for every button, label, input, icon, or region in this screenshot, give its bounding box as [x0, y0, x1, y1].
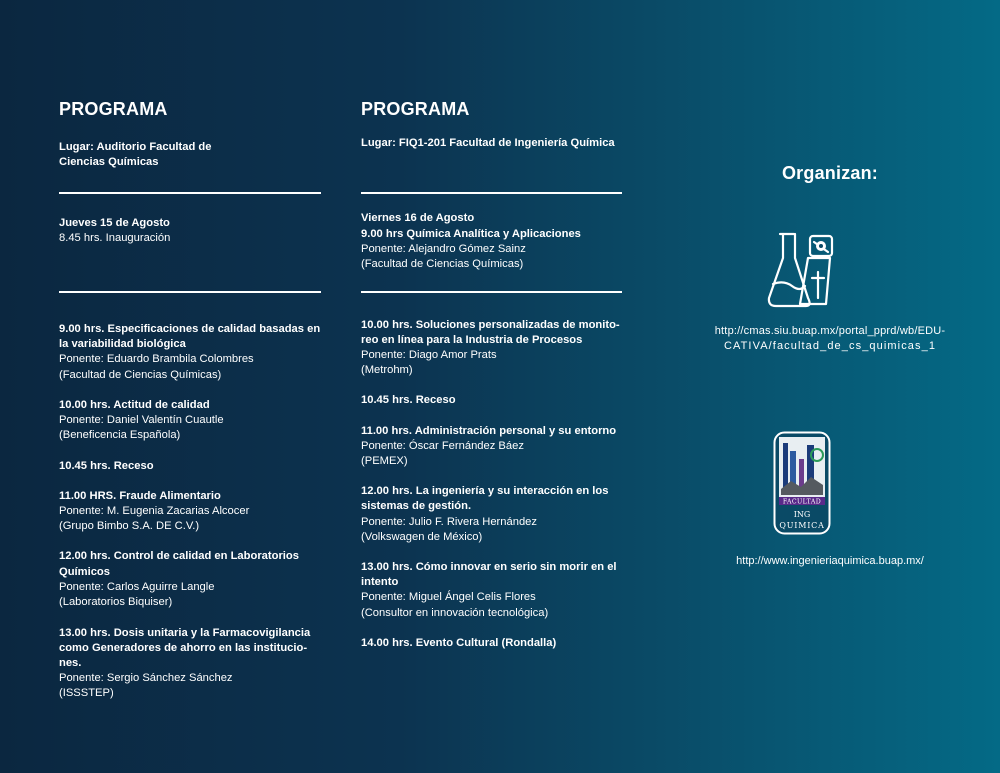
middle-first-affiliation: (Facultad de Ciencias Químicas) — [361, 258, 524, 270]
item-affiliation: (Grupo Bimbo S.A. DE C.V.) — [59, 520, 200, 532]
item-title: 11.00 HRS. Fraude Alimentario — [59, 490, 221, 502]
middle-heading: PROGRAMA — [361, 99, 470, 119]
item-speaker: Ponente: Óscar Fernández Báez — [361, 440, 524, 452]
left-venue-line-2: Ciencias Químicas — [59, 156, 159, 168]
left-divider-2 — [59, 291, 321, 293]
item-affiliation: (Laboratorios Biquiser) — [59, 596, 173, 608]
middle-venue: Lugar: FIQ1-201 Facultad de Ingeniería Química — [361, 137, 615, 149]
item-title: reo en línea para la Industria de Procesos — [361, 334, 583, 346]
item-affiliation: (Consultor en innovación tecnológica) — [361, 607, 549, 619]
item-title: 14.00 hrs. Evento Cultural (Rondalla) — [361, 637, 557, 649]
item-title: 12.00 hrs. Control de calidad en Laboratorios — [59, 550, 299, 562]
item-affiliation: (Volkswagen de México) — [361, 531, 483, 543]
item-affiliation: (PEMEX) — [361, 455, 408, 467]
item-title: 10.00 hrs. Actitud de calidad — [59, 399, 210, 411]
item-affiliation: (Facultad de Ciencias Químicas) — [59, 369, 222, 381]
item-speaker: Ponente: Carlos Aguirre Langle — [59, 581, 215, 593]
item-affiliation: (Beneficencia Española) — [59, 429, 181, 441]
middle-first-speaker: Ponente: Alejandro Gómez Sainz — [361, 243, 526, 255]
logo-text-ing: ING — [793, 510, 811, 519]
left-day: Jueves 15 de Agosto — [59, 217, 170, 229]
left-venue-line-1: Lugar: Auditorio Facultad de — [59, 141, 212, 153]
middle-divider-2 — [361, 291, 622, 293]
item-title: 10.00 hrs. Soluciones personalizadas de monito- — [361, 319, 620, 331]
item-speaker: Ponente: Sergio Sánchez Sánchez — [59, 672, 233, 684]
logo-text-quimica: QUIMICA — [779, 521, 825, 530]
item-title: la variabilidad biológica — [59, 338, 186, 350]
item-title: 11.00 hrs. Administración personal y su entorno — [361, 425, 617, 437]
item-title: intento — [361, 576, 399, 588]
item-title: 13.00 hrs. Dosis unitaria y la Farmacovigilancia — [59, 627, 311, 639]
chemistry-faculty-logo — [764, 228, 838, 312]
url-engineering[interactable]: http://www.ingenieriaquimica.buap.mx/ — [736, 555, 924, 567]
middle-divider-1 — [361, 192, 622, 194]
item-speaker: Ponente: Daniel Valentín Cuautle — [59, 414, 224, 426]
item-title: 10.45 hrs. Receso — [361, 394, 456, 406]
item-speaker: Ponente: Miguel Ángel Celis Flores — [361, 591, 536, 603]
item-speaker: Ponente: M. Eugenia Zacarias Alcocer — [59, 505, 250, 517]
item-speaker: Ponente: Diago Amor Prats — [361, 349, 497, 361]
item-speaker: Ponente: Julio F. Rivera Hernández — [361, 516, 537, 528]
item-affiliation: (ISSSTEP) — [59, 687, 114, 699]
item-title: sistemas de gestión. — [361, 500, 472, 512]
left-divider-1 — [59, 192, 321, 194]
item-speaker: Ponente: Eduardo Brambila Colombres — [59, 353, 254, 365]
left-opening: 8.45 hrs. Inauguración — [59, 232, 171, 244]
logo-text-faculty: FACULTAD — [782, 498, 822, 506]
url-chemistry-line-2[interactable]: CATIVA/facultad_de_cs_quimicas_1 — [723, 340, 937, 352]
item-affiliation: (Metrohm) — [361, 364, 413, 376]
left-heading: PROGRAMA — [59, 99, 168, 119]
item-title: como Generadores de ahorro en las institucio- — [59, 642, 308, 654]
item-title: 9.00 hrs. Especificaciones de calidad basadas en — [59, 323, 321, 335]
url-chemistry-line-1[interactable]: http://cmas.siu.buap.mx/portal_pprd/wb/EDU- — [714, 325, 946, 337]
organizers-heading: Organizan: — [781, 163, 878, 183]
middle-day: Viernes 16 de Agosto — [361, 212, 475, 224]
item-title: 10.45 hrs. Receso — [59, 460, 154, 472]
item-title: 13.00 hrs. Cómo innovar en serio sin morir en el — [361, 561, 617, 573]
chemical-engineering-faculty-logo — [773, 431, 831, 535]
item-title: nes. — [59, 657, 82, 669]
middle-first-title: 9.00 hrs Química Analítica y Aplicaciones — [361, 228, 581, 240]
item-title: 12.00 hrs. La ingeniería y su interacción en los — [361, 485, 609, 497]
item-title: Químicos — [59, 566, 110, 578]
